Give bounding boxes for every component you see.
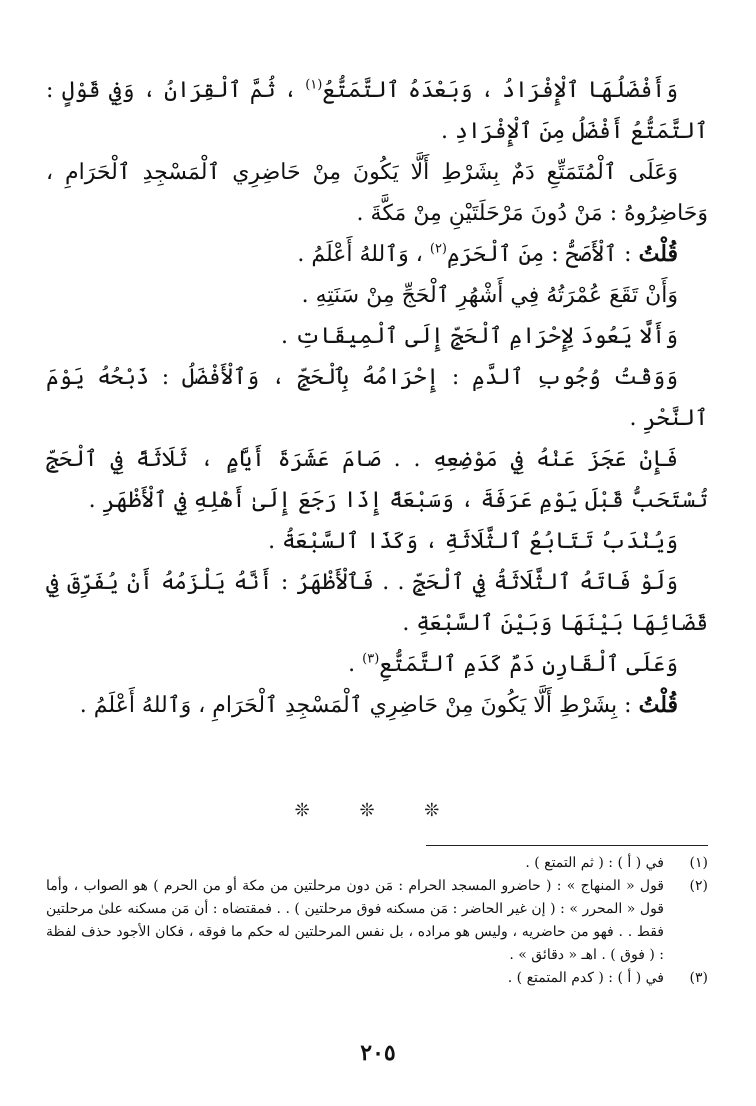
paragraph-text: وَعَلَى ٱلْقَارِنِ دَمٌ كَدَمِ ٱلتَّمَتُّعِ bbox=[379, 652, 678, 677]
paragraph-text: وَأَنْ تَقَعَ عُمْرَتُهُ فِي أَشْهُرِ ٱلْحَجِّ مِنْ سَنَتِهِ . bbox=[301, 283, 678, 308]
paragraph bbox=[46, 357, 708, 439]
footnotes bbox=[46, 852, 708, 990]
section-ornament: ❊ ❊ ❊ bbox=[294, 800, 462, 821]
page-number: ٢٠٥ bbox=[360, 1040, 396, 1066]
qultu-lead: قُلْتُ bbox=[638, 241, 678, 267]
paragraph bbox=[46, 439, 708, 521]
footnote bbox=[46, 967, 708, 990]
paragraph-text: وَعَلَى ٱلْمُتَمَتِّعِ دَمٌ بِشَرْطِ أَلَّا يَكُونَ مِنْ حَاضِرِي ٱلْمَسْجِدِ ٱلْحَرَامِ ، وَحَاضِرُوهُ : مَنْ دُونَ مَرْحَلَتَيْنِ مِنْ مَكَّةَ . bbox=[46, 160, 708, 226]
footnote-number: (١) bbox=[689, 855, 708, 871]
paragraph-text: . bbox=[348, 652, 363, 677]
paragraph-text: وَأَفْضَلُهَا ٱلْإِفْرَادُ ، وَبَعْدَهُ ٱلتَّمَتُّعُ bbox=[322, 78, 678, 103]
paragraph bbox=[46, 70, 708, 152]
footnote-ref[interactable]: (١) bbox=[305, 77, 323, 93]
paragraph bbox=[46, 275, 708, 316]
footnote-number: (٣) bbox=[689, 970, 708, 986]
main-text bbox=[46, 70, 708, 726]
qultu-lead: قُلْتُ bbox=[638, 692, 678, 718]
paragraph bbox=[46, 644, 708, 685]
footnote bbox=[46, 875, 708, 967]
paragraph-text: وَأَلَّا يَعُودَ لِإِحْرَامِ ٱلْحَجِّ إِلَى ٱلْمِيقَاتِ . bbox=[281, 324, 678, 349]
paragraph bbox=[46, 234, 708, 275]
paragraph-text: وَيُنْدَبُ تَتَابُعُ ٱلثَّلَاثَةِ ، وَكَذَا ٱلسَّبْعَةُ . bbox=[268, 529, 678, 554]
footnote-text: في ( أ ) : ( ثم التمتع ) . bbox=[525, 855, 664, 871]
footnote-text: قول « المنهاج » : ( حاضرو المسجد الحرام : مَن دون مرحلتين من مكة أو من الحرم ) هو الصواب ، وأما قول « المحرر » : ( إن غير الحاضر : مَن مسكنه فوق مرحلتين ) . . فمقتضاه : أن مَن مسكنه علىٰ مرحلتين فقط . . فهو من حاضريه ، وليس هو مراده ، بل نفس المرحلتين له حكم ما فوقه ، فكان الأجود حذف لفظة : ( فوق ) . اهـ « دقائق » . bbox=[46, 878, 664, 963]
paragraph bbox=[46, 562, 708, 644]
paragraph-text: : بِشَرْطِ أَلَّا يَكُونَ مِنْ حَاضِرِي ٱلْمَسْجِدِ ٱلْحَرَامِ ، وَٱللهُ أَعْلَمُ . bbox=[79, 693, 639, 718]
footnote-number: (٢) bbox=[689, 878, 708, 894]
paragraph-text: وَوَقْتُ وُجُوبِ ٱلدَّمِ : إِحْرَامُهُ بِٱلْحَجِّ ، وَٱلْأَفْضَلُ : ذَبْحُهُ يَوْمَ ٱلنَّحْرِ . bbox=[46, 365, 708, 431]
paragraph-text: وَلَوْ فَاتَهُ ٱلثَّلَاثَةُ فِي ٱلْحَجِّ . . فَٱلْأَظْهَرُ : أَنَّهُ يَلْزَمُهُ أَنْ يُفَرِّقَ فِي قَضَائِهَا بَيْنَهَا وَبَيْنَ ٱلسَّبْعَةِ . bbox=[46, 570, 708, 636]
footnote-text: في ( أ ) : ( كدم المتمتع ) . bbox=[507, 970, 664, 986]
paragraph-text: ، وَٱللهُ أَعْلَمُ . bbox=[297, 242, 430, 267]
footnote-ref[interactable]: (٢) bbox=[429, 241, 447, 257]
paragraph bbox=[46, 316, 708, 357]
footnote bbox=[46, 852, 708, 875]
paragraph bbox=[46, 521, 708, 562]
paragraph bbox=[46, 152, 708, 234]
paragraph-text: فَإِنْ عَجَزَ عَنْهُ فِي مَوْضِعِهِ . . صَامَ عَشَرَةَ أَيَّامٍ ، ثَلَاثَةً فِي ٱلْحَجِّ تُسْتَحَبُّ قَبْلَ يَوْمِ عَرَفَةَ ، وَسَبْعَةً إِذَا رَجَعَ إِلَىٰ أَهْلِهِ فِي ٱلْأَظْهَرِ . bbox=[46, 447, 708, 513]
paragraph-text: ، ثُمَّ ٱلْقِرَانُ ، وَفِي قَوْلٍ : ٱلتَّمَتُّعُ أَفْضَلُ مِنَ ٱلْإِفْرَادِ . bbox=[46, 78, 708, 144]
paragraph-text: : ٱلْأَصَحُّ : مِنَ ٱلْحَرَمِ bbox=[447, 242, 639, 267]
footnote-ref[interactable]: (٣) bbox=[362, 651, 380, 667]
paragraph bbox=[46, 685, 708, 726]
footnote-divider bbox=[426, 845, 708, 846]
